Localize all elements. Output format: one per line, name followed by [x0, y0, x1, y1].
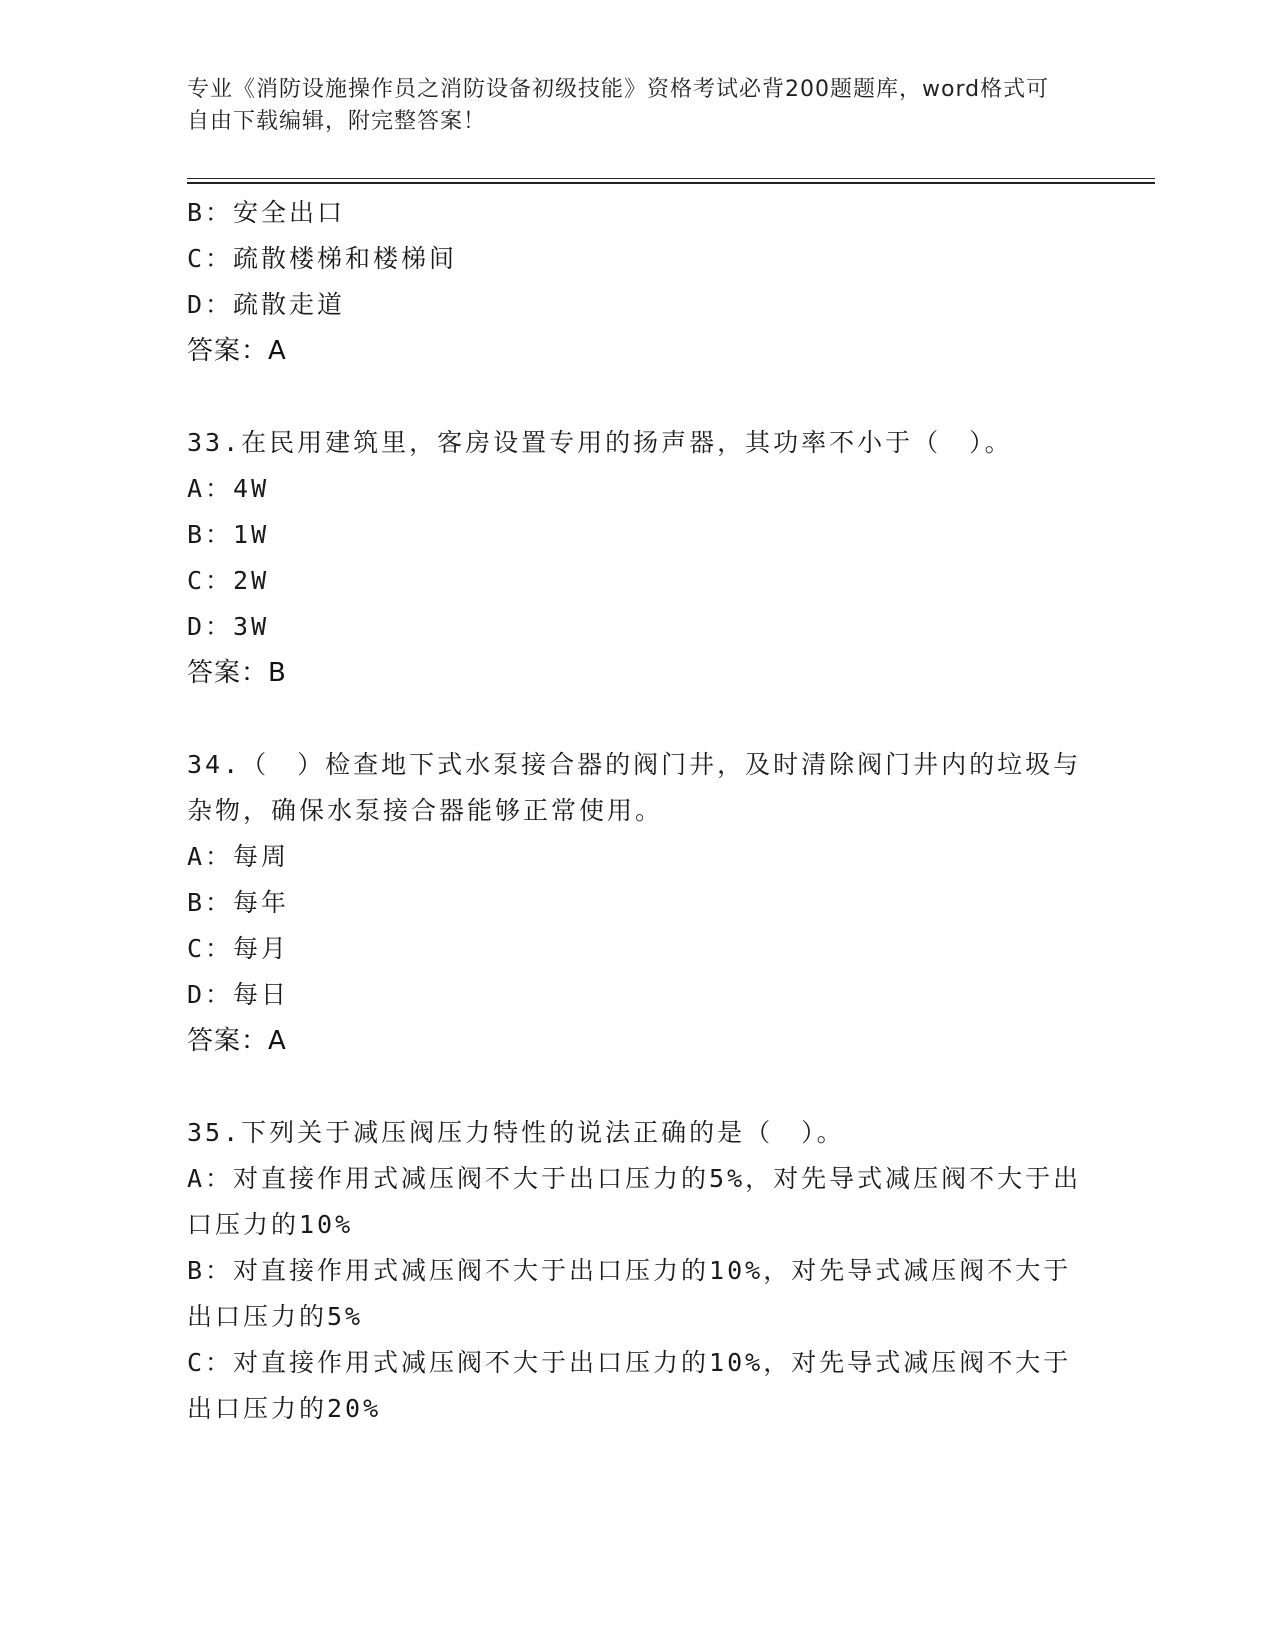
option-d: D：每日 — [187, 980, 290, 1009]
option-a: A：对直接作用式减压阀不大于出口压力的5%，对先导式减压阀不大于出口压力的10% — [187, 1164, 1082, 1239]
option-c: C：2W — [187, 566, 270, 595]
option-b: B：对直接作用式减压阀不大于出口压力的10%，对先导式减压阀不大于出口压力的5% — [187, 1256, 1072, 1331]
answer-line: 答案：A — [187, 336, 287, 366]
option-a: A：4W — [187, 474, 270, 503]
question-stem: 35.下列关于减压阀压力特性的说法正确的是（ ）。 — [187, 1118, 845, 1147]
option-b: B：每年 — [187, 888, 290, 917]
question-34 — [187, 742, 1087, 1064]
option-c: C：对直接作用式减压阀不大于出口压力的10%，对先导式减压阀不大于出口压力的20% — [187, 1348, 1072, 1423]
option-a: A：每周 — [187, 842, 290, 871]
question-stem: 34.（ ）检查地下式水泵接合器的阀门井，及时清除阀门井内的垃圾与杂物，确保水泵接合器能够正常使用。 — [187, 750, 1082, 825]
header-divider-bottom — [187, 182, 1155, 184]
option-c: C：每月 — [187, 934, 290, 963]
question-35 — [187, 1110, 1087, 1432]
document-header: 专业《消防设施操作员之消防设备初级技能》资格考试必背200题题库，word格式可自由下载编辑，附完整答案！ — [187, 77, 1050, 134]
option-b: B：1W — [187, 520, 270, 549]
answer-line: 答案：B — [187, 658, 287, 688]
option-c: C：疏散楼梯和楼梯间 — [187, 244, 458, 273]
header-divider-top — [187, 178, 1155, 179]
question-content — [187, 190, 1087, 1432]
question-33 — [187, 420, 1087, 696]
option-b: B：安全出口 — [187, 198, 346, 227]
option-d: D：3W — [187, 612, 270, 641]
prev-question-block — [187, 190, 1087, 374]
answer-line: 答案：A — [187, 1026, 287, 1056]
option-d: D：疏散走道 — [187, 290, 346, 319]
question-stem: 33.在民用建筑里，客房设置专用的扬声器，其功率不小于（ ）。 — [187, 428, 1013, 457]
